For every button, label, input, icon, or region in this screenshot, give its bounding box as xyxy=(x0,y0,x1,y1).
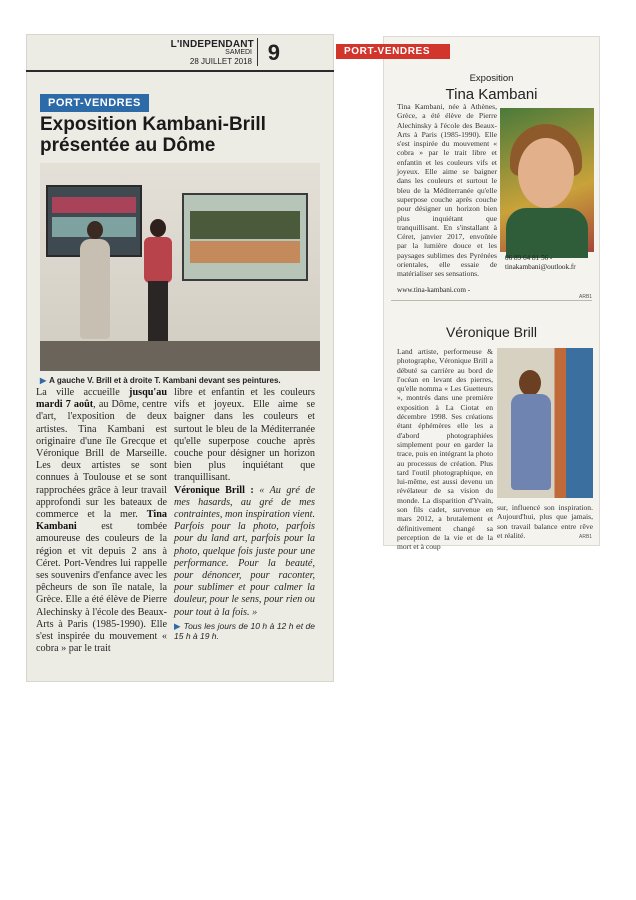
website: www.tina-kambani.com - xyxy=(397,286,471,294)
credit-1: ARB1 xyxy=(579,294,593,300)
opening-hours: ▶ Tous les jours de 10 h à 12 h et de 15 h à 19 h. xyxy=(174,620,315,642)
hours-triangle-icon: ▶ xyxy=(174,620,181,631)
article-column-2: libre et enfantin et les couleurs vifs et joyeux. Elle aime se baigner dans les couleurs et surtout le bleu de la Méditerranée qu'elle superpose couche après couche pour désigner un horizon bien plus inquiétant que tranquillisant. Véronique Brill : « Au gré de mes hasards, au gré de mes contraintes, mon inspiration vient. Parfois pour la photo, parfois pour du land art, parfois pour la photo, quelque fois juste pour une performance. Pour la beauté, pour dénoncer, pour raconter, pour sublimer et pour calmer la douleur, pour le sens, pour rien ou pour tout à la fois. » ▶ Tous les jours de 10 h à 12 h et de 15 h à 19 h. xyxy=(174,387,315,642)
masthead xyxy=(26,34,334,72)
masthead-divider xyxy=(257,38,258,66)
headline-line-1: Exposition Kambani-Brill xyxy=(40,114,266,135)
page-number: 9 xyxy=(267,40,280,65)
bio-veronique-brill: Land artiste, performeuse & photographe, Véronique Brill a débuté sa carrière au bord de l'océan en levant des pierres, qu'elle nomma « Les Guetteurs », montrés dans une première exposition à La Ciotat en décembre 1998. Ses créations étant éphémères elle les a d'abord photographiées simplement pour en garder la trace, puis en intégrant la photo au processus de création. Plus tard l'outil photographique, en lui-même, est aussi devenu un révélateur de sa vision du monde. La disparition d'Yvain, son fils cadet, survenue en mars 2012, a brutalement et définitivement changé sa perception de la vie et de la mort et à coup xyxy=(397,347,493,552)
kicker: Exposition xyxy=(469,73,514,84)
issue-date: 28 JUILLET 2018 xyxy=(189,57,252,66)
contact-info: 06 89 64 81 56 - tinakambani@outlook.fr xyxy=(505,254,576,271)
divider-rule xyxy=(391,300,592,301)
section-tag: PORT-VENDRES xyxy=(40,94,149,112)
person-brill xyxy=(76,221,114,341)
bio-veronique-brill-continued: sur, influencé son inspiration. Aujourd'hui, plus que jamais, son travail balance entre rêve et réalité. xyxy=(497,503,593,540)
title-tina-kambani: Tina Kambani xyxy=(445,86,538,103)
caption-triangle-icon: ▶ xyxy=(40,376,47,385)
title-veronique-brill: Véronique Brill xyxy=(445,324,538,340)
issue-day: SAMEDI xyxy=(225,49,252,56)
article-headline xyxy=(40,114,325,156)
bio-tina-kambani: Tina Kambani, née à Athènes, Grèce, a été élève de Pierre Alechinsky à l'école des Beaux-Arts à Paris (1985-1990). Elle s'est inspirée du mouvement « cobra » par le trait libre et enfantin et les couleurs vifs et joyeux. Elle aime se baigner dans les couleurs et surtout le bleu de la Méditerranée qu'elle superpose couche après couche pour désigner un horizon bien plus inquiétant que tranquillisant. En s'installant à Céret, janvier 2017, envoûtée par la lumière douce et les paysages sublimes des Pyrénées orientales, elle essaie de matérialiser ses sensations. xyxy=(397,102,497,279)
photo-caption: ▶ A gauche V. Brill et à droite T. Kambani devant ses peintures. xyxy=(40,376,281,385)
portrait-veronique-brill xyxy=(497,348,593,498)
headline-line-2: présentée au Dôme xyxy=(40,135,216,156)
article-column-1: La ville accueille jusqu'au mardi 7 août, au Dôme, centre d'art, l'exposition de deux artistes. Tina Kambani est originaire d'une île Grecque et Véronique Brill de Marseille. Les deux artistes se sont connues à Toulouse et se sont rapprochées grâce à leur travail approfondi sur les bateaux de commerce et la mer. Tina Kambani est tombée amoureuse des couleurs de la région et vit depuis 2 ans à Céret. Port-Vendres lui rappelle ses souvenirs d'enfance avec les pêcheurs de son île natale, la Grèce. Elle a été élève de Pierre Alechinsky à l'école des Beaux-Arts à Paris (1985-1990). Elle s'est inspirée du mouvement « cobra » par le trait xyxy=(36,387,167,655)
exhibition-photo xyxy=(40,163,320,371)
right-newspaper-clipping xyxy=(383,36,600,552)
person-kambani xyxy=(138,219,178,343)
left-newspaper-clipping xyxy=(26,34,334,682)
credit-2: ARB1 xyxy=(579,534,593,540)
portrait-tina-kambani xyxy=(500,108,594,252)
right-section-tag: PORT-VENDRES xyxy=(344,46,431,57)
painting-right xyxy=(182,193,308,281)
newspaper-name: L'INDEPENDANT xyxy=(170,39,254,50)
